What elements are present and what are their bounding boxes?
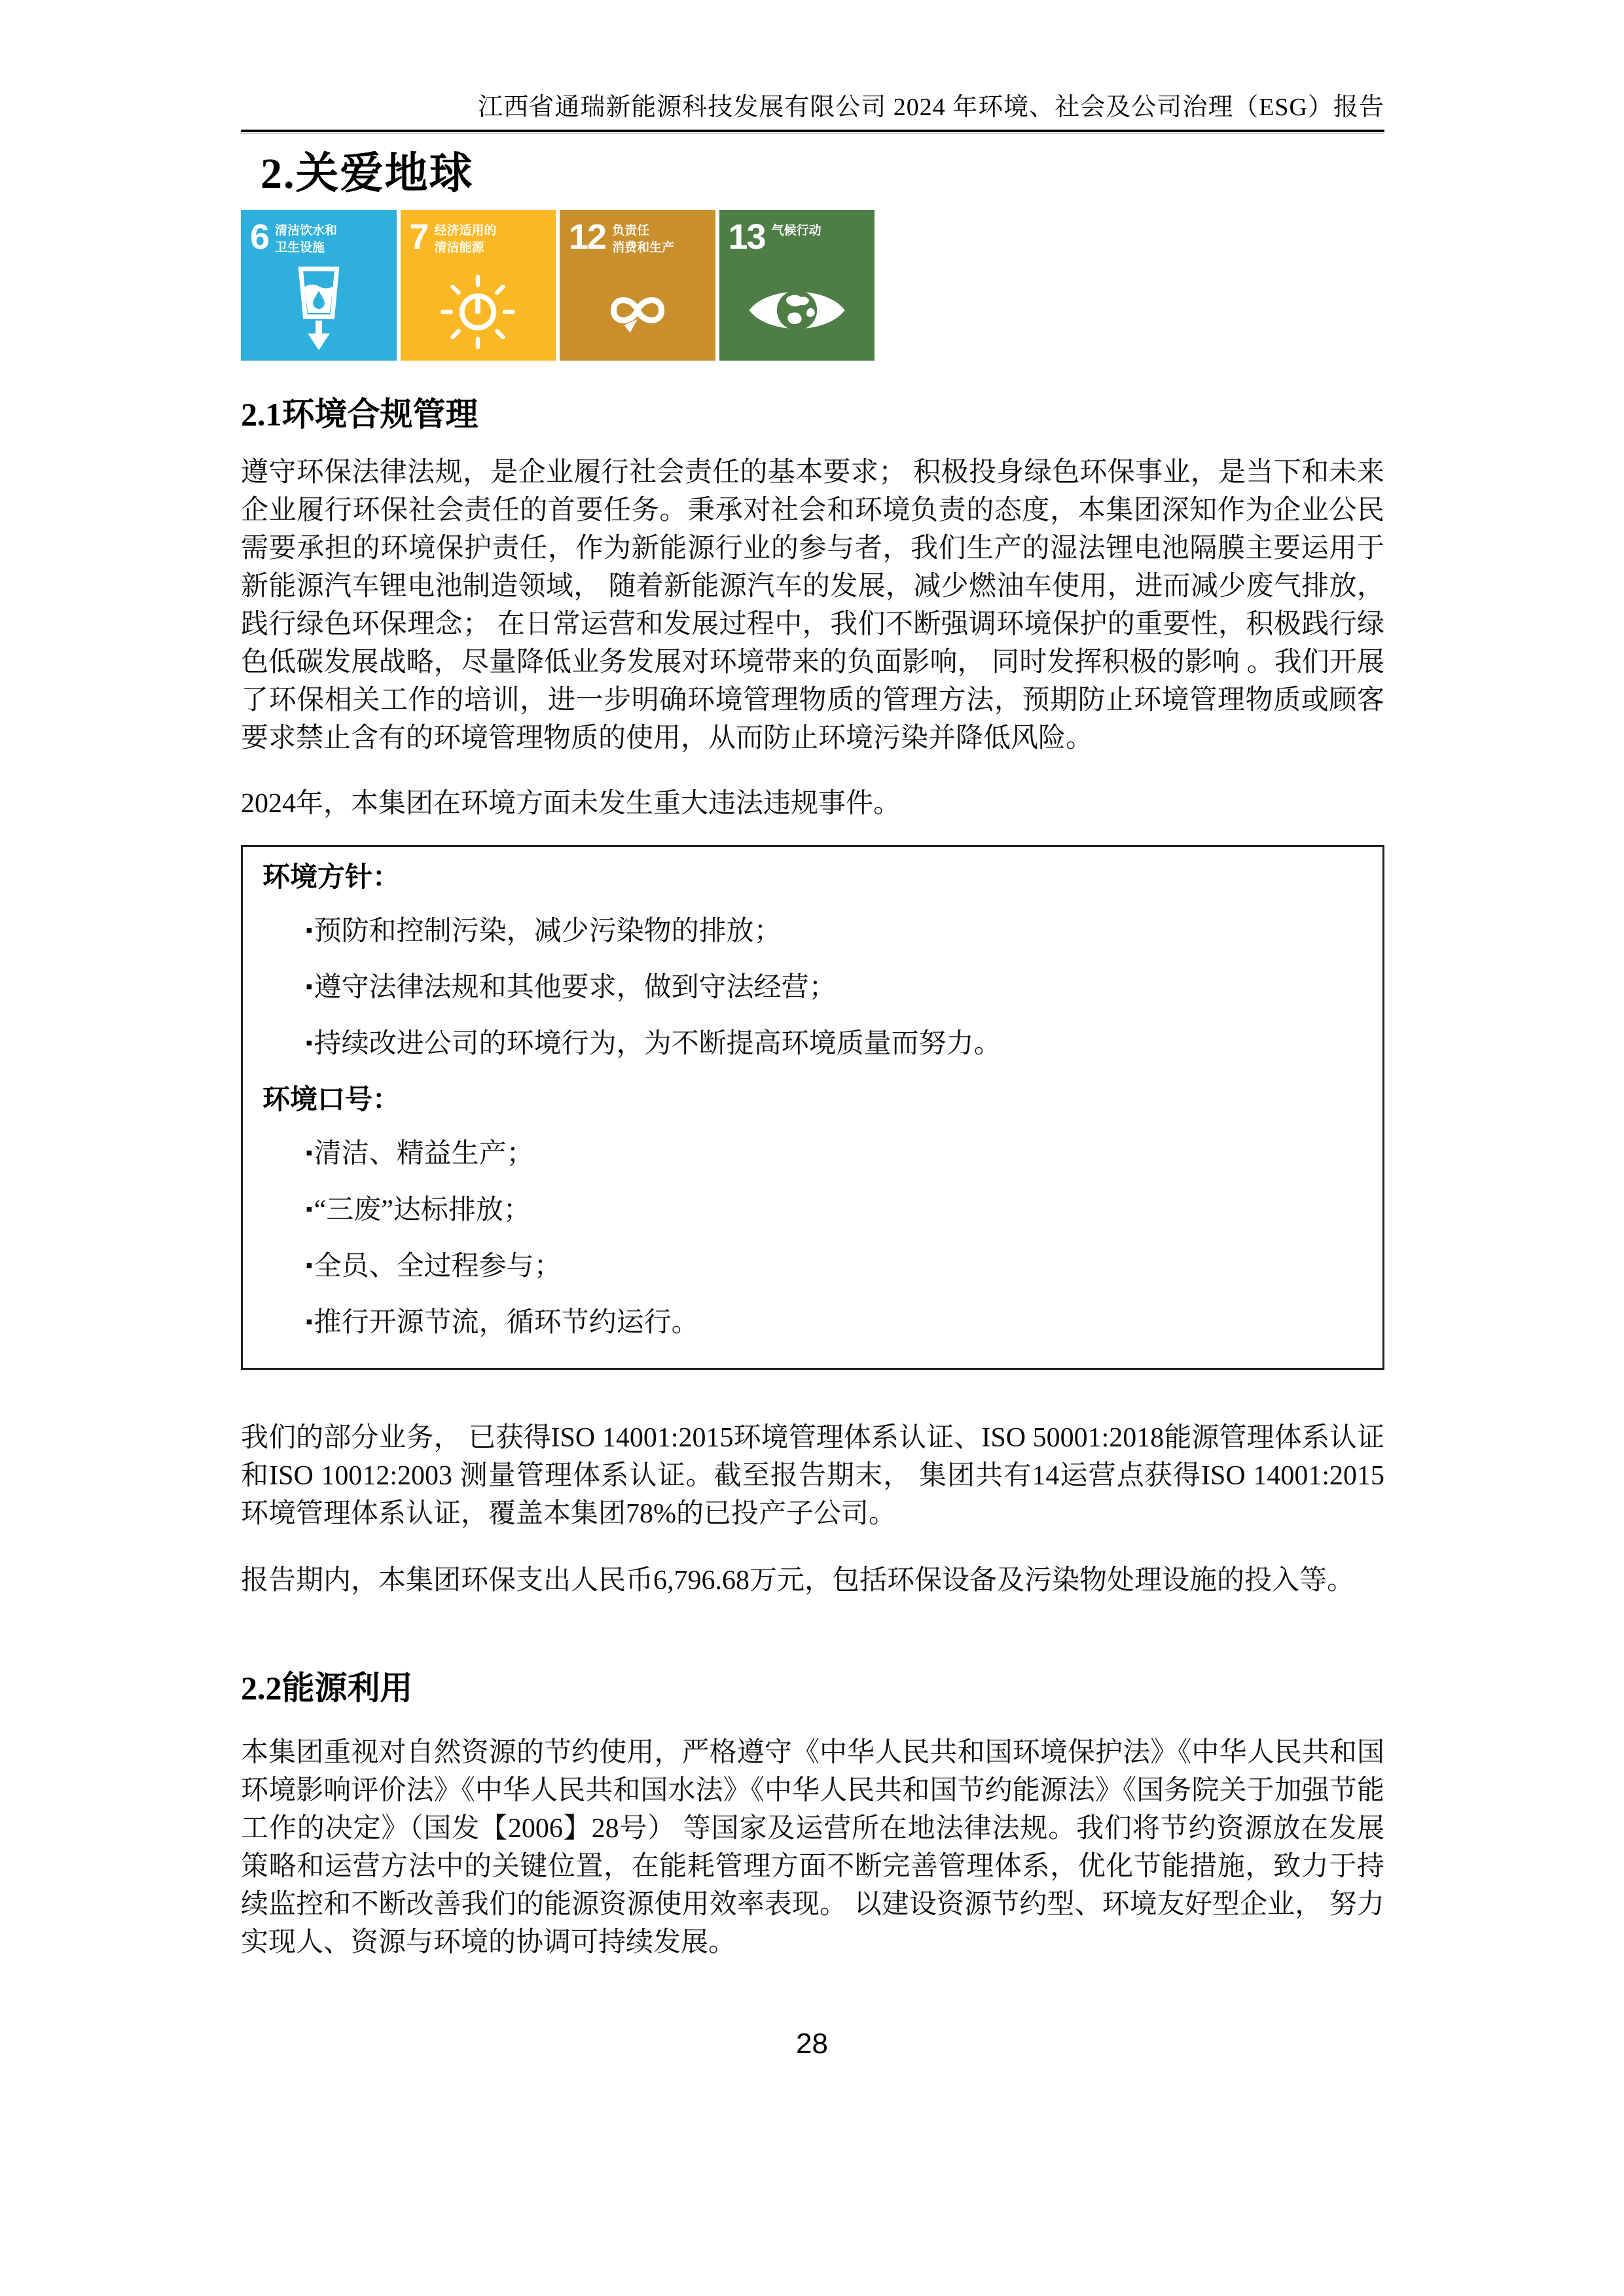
- header-rule: [241, 130, 1384, 134]
- policy-item-text: 预防和控制污染，减少污染物的排放；: [314, 916, 782, 946]
- sdg-tile-12-header: [560, 210, 715, 256]
- sun-power-icon: [401, 265, 556, 355]
- environment-policy-box: [241, 845, 1384, 1370]
- paragraph-energy-use: 本集团重视对自然资源的节约使用，严格遵守《中华人民共和国环境保护法》《中华人民共和国环境影响评价法》《中华人民共和国水法》《中华人民共和国节约能源法》《国务院关于加强节能工作的决定》（国发【2006】28号） 等国家及运营所在地法律法规。我们将节约资源放在发展策略和运营方法中的关键位置，在能耗管理方面不断完善管理体系，优化节能措施，致力于持续监控和不断改善我们的能源资源使用效率表现。 以建设资源节约型、环境友好型企业， 努力实现人、资源与环境的协调可持续发展。: [241, 1738, 1384, 1958]
- paragraph-no-violation-2024: 2024年，本集团在环境方面未发生重大违法违规事件。: [241, 789, 901, 819]
- policy-item: [306, 969, 1363, 1009]
- sdg-tile-7-label: 经济适用的 清洁能源: [434, 224, 497, 255]
- slogan-item: [306, 1304, 1363, 1344]
- sdg-tile-13-header: [719, 210, 875, 255]
- sdg-tile-7-number: 7: [409, 217, 428, 257]
- bullet-square-icon: ▪: [306, 1142, 313, 1164]
- bullet-square-icon: ▪: [306, 1255, 313, 1276]
- section-heading-2-1: 2.1环境合规管理: [241, 396, 478, 433]
- paragraph-iso-certifications: 我们的部分业务， 已获得ISO 14001:2015环境管理体系认证、ISO 50001:2018能源管理体系认证和ISO 10012:2003 测量管理体系认证。截至报告期末， 集团共有14运营点获得ISO 14001:2015环境管理体系认证，覆盖本集团78%的已投产子公司。: [241, 1423, 1384, 1529]
- sdg-tile-13-number: 13: [728, 217, 765, 257]
- slogan-item: [306, 1247, 1363, 1288]
- paragraph-environment-compliance: 遵守环保法律法规，是企业履行社会责任的基本要求； 积极投身绿色环保事业，是当下和未来企业履行环保社会责任的首要任务。秉承对社会和环境负责的态度，本集团深知作为企业公民需要承担的环境保护责任，作为新能源行业的参与者，我们生产的湿法锂电池隔膜主要运用于新能源汽车锂电池制造领域， 随着新能源汽车的发展，减少燃油车使用，进而减少废气排放，践行绿色环保理念； 在日常运营和发展过程中，我们不断强调环境保护的重要性，积极践行绿色低碳发展战略，尽量降低业务发展对环境带来的负面影响， 同时发挥积极的影响 。我们开展了环保相关工作的培训，进一步明确环境管理物质的管理方法，预期防止环境管理物质或顾客要求禁止含有的环境管理物质的使用，从而防止环境污染并降低风险。: [241, 457, 1384, 753]
- sdg-tile-7-clean-energy: [401, 210, 556, 361]
- eye-globe-icon: [719, 265, 875, 355]
- policy-item: [306, 1025, 1363, 1066]
- chapter-title: 2.关爱地球: [261, 150, 474, 198]
- bullet-square-icon: ▪: [306, 920, 313, 941]
- sdg-tile-6-clean-water: [241, 210, 397, 361]
- slogan-item-text: “三废”达标排放；: [314, 1195, 531, 1225]
- sdg-tile-13-climate-action: [719, 210, 875, 361]
- section-heading-2-2: 2.2能源利用: [241, 1670, 413, 1706]
- sdg-goals-banner: [241, 210, 875, 361]
- sdg-tile-12-label: 负责任 消费和生产: [612, 224, 675, 255]
- policy-item-text: 遵守法律法规和其他要求，做到守法经营；: [314, 973, 837, 1003]
- slogan-item-text: 推行开源节流，循环节约运行。: [314, 1308, 699, 1338]
- bullet-square-icon: ▪: [306, 1032, 313, 1054]
- sdg-tile-12-number: 12: [569, 217, 606, 257]
- policy-label: 环境方针：: [262, 863, 401, 893]
- bullet-square-icon: ▪: [306, 1198, 313, 1220]
- page-number: 28: [796, 2028, 828, 2060]
- sdg-tile-12-responsible-consumption: [560, 210, 715, 361]
- infinity-arrow-icon: [560, 265, 715, 355]
- bullet-square-icon: ▪: [306, 1311, 313, 1333]
- bullet-square-icon: ▪: [306, 976, 313, 997]
- slogan-item: [306, 1135, 1363, 1175]
- sdg-tile-7-header: [401, 210, 556, 256]
- sdg-tile-6-number: 6: [250, 217, 269, 257]
- slogan-item-text: 全员、全过程参与；: [314, 1251, 562, 1282]
- policy-item-text: 持续改进公司的环境行为，为不断提高环境质量而努力。: [314, 1029, 1001, 1059]
- sdg-tile-6-label: 清洁饮水和 卫生设施: [275, 224, 338, 255]
- paragraph-environment-expense: 报告期内，本集团环保支出人民币6,796.68万元，包括环保设备及污染物处理设施的投入等。: [241, 1566, 1355, 1596]
- slogan-item-text: 清洁、精益生产；: [314, 1139, 534, 1169]
- policy-item: [306, 912, 1363, 953]
- header-rule-thick-line: [241, 130, 1384, 132]
- sdg-tile-6-header: [241, 210, 397, 256]
- running-header: 江西省通瑞新能源科技发展有限公司 2024 年环境、社会及公司治理（ESG）报告: [478, 94, 1384, 121]
- water-glass-icon: [241, 265, 397, 355]
- slogan-label: 环境口号：: [262, 1085, 401, 1115]
- slogan-item: [306, 1191, 1363, 1232]
- sdg-tile-13-label: 气候行动: [771, 224, 821, 238]
